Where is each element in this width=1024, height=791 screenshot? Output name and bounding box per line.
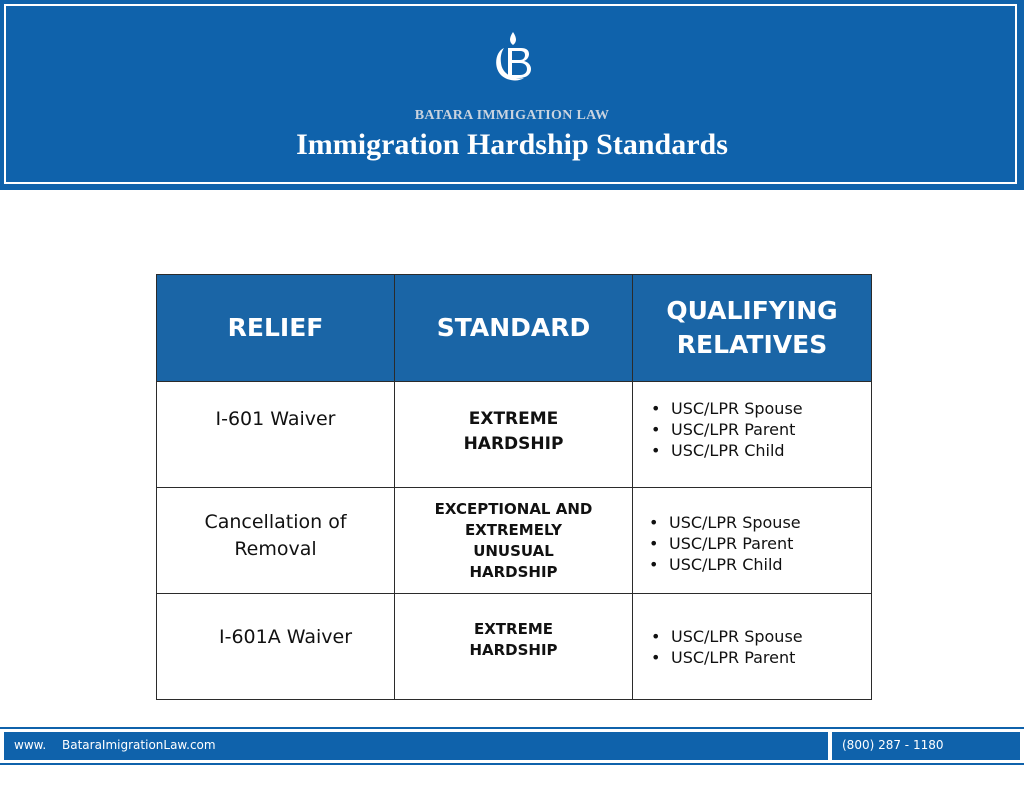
header-standard: STANDARD — [395, 275, 633, 382]
firm-name: BATARA IMMIGATION LAW — [414, 108, 610, 123]
list-item: • USC/LPR Spouse — [669, 512, 871, 533]
footer-website-panel — [4, 732, 828, 760]
list-item: • USC/LPR Spouse — [671, 626, 871, 647]
relief-label: I-601 Waiver — [215, 408, 336, 430]
batara-logo-icon — [490, 30, 536, 84]
list-item: • USC/LPR Parent — [671, 419, 871, 440]
standard-label: EXTREME HARDSHIP — [469, 619, 558, 659]
header-banner — [0, 0, 1024, 190]
page-title: Immigration Hardship Standards — [296, 128, 728, 161]
list-item: • USC/LPR Child — [669, 554, 871, 575]
footer-bar — [0, 727, 1024, 765]
standard-cell — [395, 594, 633, 700]
table-row — [157, 594, 872, 700]
list-item: • USC/LPR Child — [671, 440, 871, 461]
footer-phone-panel — [832, 732, 1020, 760]
header-relief: RELIEF — [157, 275, 395, 382]
list-item: • USC/LPR Parent — [671, 647, 871, 668]
footer-phone[interactable]: (800) 287 - 1180 — [842, 738, 944, 752]
list-item: • USC/LPR Spouse — [671, 398, 871, 419]
header-qualifying-relatives-label: QUALIFYING RELATIVES — [666, 296, 838, 359]
standard-cell — [395, 382, 633, 488]
relatives-list — [633, 506, 871, 575]
qualifying-relatives-cell — [633, 382, 872, 488]
footer-website-link[interactable]: BataraImigrationLaw.com — [62, 738, 216, 752]
relief-cell — [157, 488, 395, 594]
header-qualifying-relatives — [633, 275, 872, 382]
table-row — [157, 488, 872, 594]
relief-label: Cancellation of Removal — [204, 510, 347, 560]
standard-cell — [395, 488, 633, 594]
table-row — [157, 382, 872, 488]
relatives-list — [633, 626, 871, 668]
relief-cell — [157, 594, 395, 700]
footer-www: www. — [14, 738, 47, 752]
relief-cell — [157, 382, 395, 488]
qualifying-relatives-cell — [633, 488, 872, 594]
hardship-standards-table — [156, 274, 872, 700]
list-item: • USC/LPR Parent — [669, 533, 871, 554]
standard-label: EXCEPTIONAL AND EXTREMELY UNUSUAL HARDSHIP — [434, 499, 593, 581]
qualifying-relatives-cell — [633, 594, 872, 700]
relatives-list — [633, 398, 871, 471]
standard-label: EXTREME HARDSHIP — [463, 408, 564, 454]
relief-label: I-601A Waiver — [219, 626, 352, 648]
table-header-row — [157, 275, 872, 382]
